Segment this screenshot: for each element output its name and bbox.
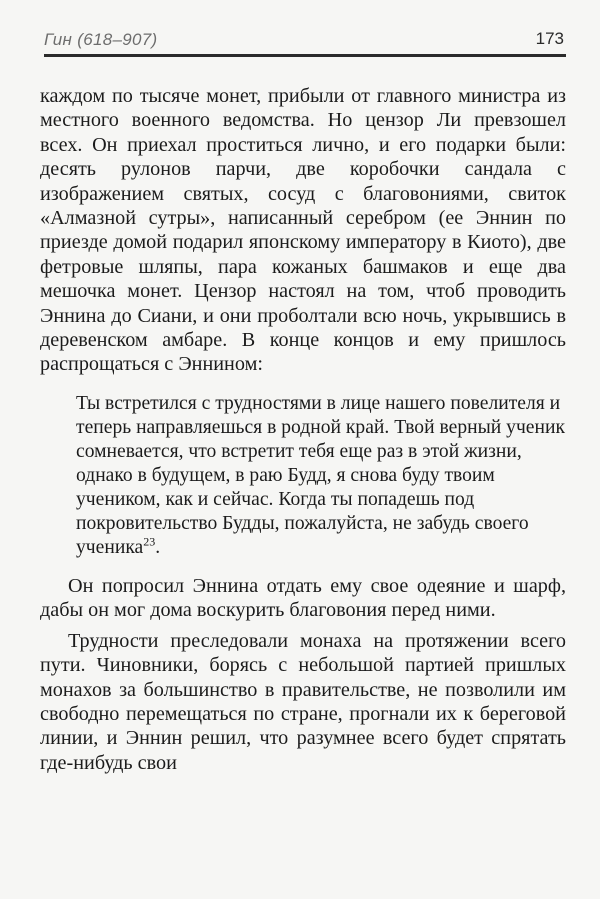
paragraph-robe: Он попросил Эннина отдать ему свое одеяние и шарф, дабы он мог дома воскурить благовония перед ними. bbox=[40, 574, 566, 622]
header-rule bbox=[44, 54, 566, 57]
body-text bbox=[40, 84, 566, 775]
quotation-text: Ты встретился с трудностями в лице нашего повелителя и теперь направляешься в родной край. Твой верный ученик сомневается, что встретит тебя еще раз в этой жизни, однако в будущем, в раю Будд, я снова буду твоим учеником, как и сейчас. Когда ты попадешь под покровительство Будды, пожалуйста, не забудь своего ученика bbox=[76, 392, 565, 558]
page-number: 173 bbox=[535, 29, 564, 48]
running-title: Гин (618–907) bbox=[44, 30, 158, 49]
paragraph-gifts: каждом по тысяче монет, прибыли от главного министра из местного военного ведомства. Но цензор Ли превзошел всех. Он приехал проститься лично, и его подарки были: десять рулонов парчи, две коробочки сандала с изображением святых, сосуд с благовониями, свиток «Алмазной сутры», написанный серебром (ее Эннин по приезде домой подарил японскому императору в Киото), две фетровые шляпы, пара кожаных башмаков и еще два мешочка монет. Цензор настоял на том, чтоб проводить Эннина до Сиани, и они проболтали всю ночь, укрывшись в деревенском амбаре. В конце концов и ему пришлось распрощаться с Эннином: bbox=[40, 85, 566, 376]
footnote-marker: 23 bbox=[143, 534, 156, 549]
paragraph-difficulties: Трудности преследовали монаха на протяжении всего пути. Чиновники, борясь с небольшой партией пришлых монахов за большинство в правительстве, не позволили им свободно перемещаться по стране, прогнали их к береговой линии, и Эннин решил, что разумнее всего будет спрятать где-нибудь свои bbox=[40, 629, 566, 774]
quotation-end: . bbox=[155, 536, 161, 558]
quotation bbox=[76, 392, 566, 560]
